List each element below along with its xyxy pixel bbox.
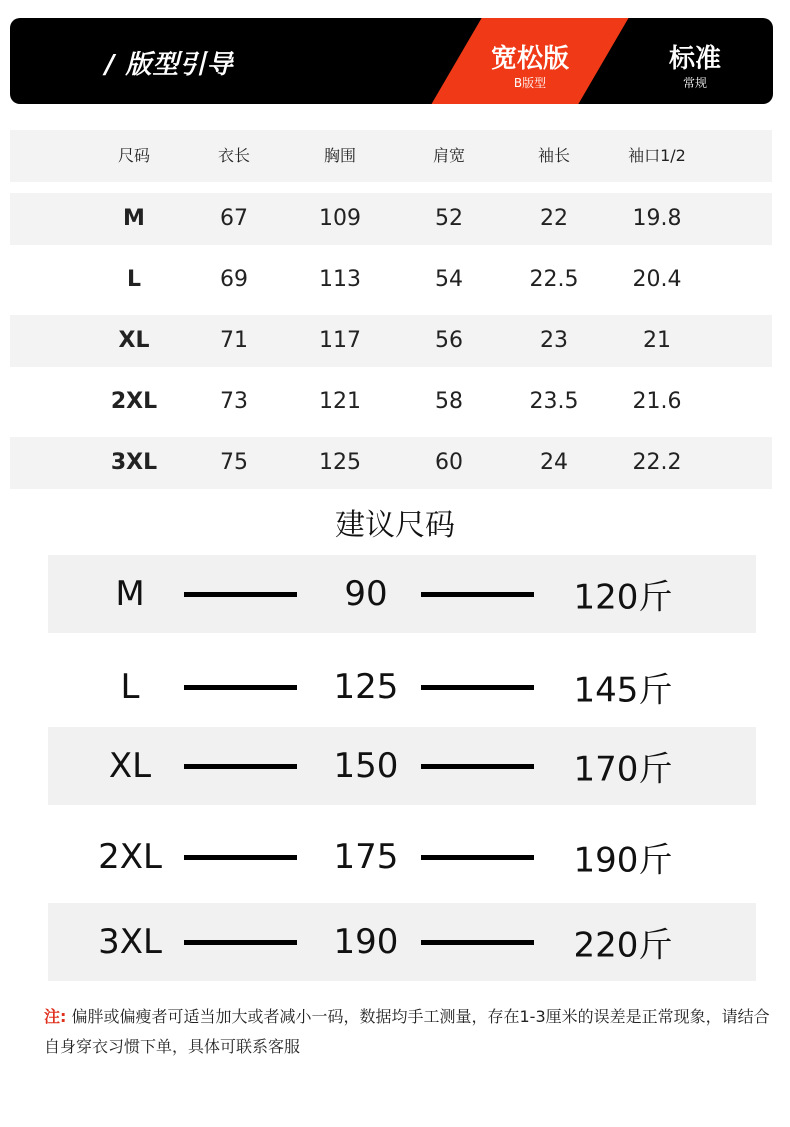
column-header: 衣长 xyxy=(217,146,250,165)
loose-fit-sublabel: B版型 xyxy=(513,76,547,90)
recommend-min-weight: 90 xyxy=(344,574,388,614)
range-dash xyxy=(184,764,297,769)
table-cell: 23.5 xyxy=(529,389,579,414)
recommend-min-weight: 125 xyxy=(333,667,399,707)
recommend-title: 建议尺码 xyxy=(335,508,455,543)
recommend-row xyxy=(48,727,756,805)
table-cell: 20.4 xyxy=(632,267,682,292)
column-header: 袖口1/2 xyxy=(628,146,686,165)
table-cell: 23 xyxy=(540,328,568,353)
fit-guide-banner xyxy=(10,18,773,104)
table-header-row xyxy=(10,130,772,182)
recommend-row xyxy=(48,818,756,896)
banner-title: / 版型引导 xyxy=(105,50,234,80)
standard-fit-sublabel: 常规 xyxy=(682,76,707,90)
column-header: 尺码 xyxy=(117,146,150,165)
range-dash xyxy=(184,592,297,597)
table-cell: 125 xyxy=(319,450,361,475)
table-cell: 22.5 xyxy=(529,267,579,292)
recommend-size: 3XL xyxy=(98,922,162,962)
recommend-min-weight: 175 xyxy=(333,837,399,877)
table-cell: 3XL xyxy=(110,450,158,475)
recommend-size: 2XL xyxy=(98,837,162,877)
table-cell: 69 xyxy=(220,267,248,292)
table-cell: 56 xyxy=(435,328,463,353)
recommend-max-weight: 220斤 xyxy=(573,925,673,966)
range-dash xyxy=(421,685,534,690)
table-row xyxy=(10,376,772,428)
recommend-row xyxy=(48,555,756,633)
range-dash xyxy=(184,855,297,860)
table-row xyxy=(10,437,772,489)
recommend-size: XL xyxy=(108,746,152,786)
recommend-max-weight: 170斤 xyxy=(573,749,673,790)
table-cell: 21.6 xyxy=(632,389,682,414)
table-cell: 113 xyxy=(319,267,361,292)
table-cell: 109 xyxy=(319,206,361,231)
column-header: 袖长 xyxy=(537,146,570,165)
range-dash xyxy=(421,940,534,945)
table-row xyxy=(10,193,772,245)
recommend-row xyxy=(48,903,756,981)
note-label: 注: xyxy=(44,1007,67,1026)
table-cell: 71 xyxy=(220,328,248,353)
recommend-max-weight: 145斤 xyxy=(573,670,673,711)
table-row xyxy=(10,315,772,367)
table-cell: 75 xyxy=(220,450,248,475)
table-cell: L xyxy=(126,267,142,292)
loose-fit-label: 宽松版 xyxy=(490,44,569,74)
table-cell: 19.8 xyxy=(632,206,682,231)
range-dash xyxy=(421,764,534,769)
table-cell: 22.2 xyxy=(632,450,682,475)
column-header: 肩宽 xyxy=(432,146,465,165)
table-cell: 21 xyxy=(643,328,671,353)
recommend-size: L xyxy=(120,667,140,707)
table-cell: M xyxy=(123,206,145,231)
table-cell: 22 xyxy=(540,206,568,231)
range-dash xyxy=(421,592,534,597)
recommend-size: M xyxy=(115,574,145,614)
table-cell: 54 xyxy=(435,267,463,292)
standard-fit-label: 标准 xyxy=(668,44,721,74)
table-cell: 52 xyxy=(435,206,463,231)
range-dash xyxy=(184,940,297,945)
fit-note xyxy=(44,1002,779,1062)
table-row xyxy=(10,254,772,306)
table-cell: 121 xyxy=(319,389,361,414)
column-header: 胸围 xyxy=(323,146,356,165)
table-cell: XL xyxy=(118,328,150,353)
table-cell: 117 xyxy=(319,328,361,353)
table-cell: 2XL xyxy=(110,389,158,414)
range-dash xyxy=(184,685,297,690)
recommend-max-weight: 190斤 xyxy=(573,840,673,881)
recommend-min-weight: 190 xyxy=(333,922,399,962)
recommend-max-weight: 120斤 xyxy=(573,577,673,618)
table-cell: 67 xyxy=(220,206,248,231)
table-cell: 60 xyxy=(435,450,463,475)
recommend-min-weight: 150 xyxy=(333,746,399,786)
note-text: 偏胖或偏瘦者可适当加大或者减小一码，数据均手工测量，存在1-3厘米的误差是正常现象，请结合自身穿衣习惯下单，具体可联系客服 xyxy=(44,1007,770,1056)
table-cell: 73 xyxy=(220,389,248,414)
recommend-row xyxy=(48,648,756,726)
table-cell: 24 xyxy=(540,450,568,475)
table-cell: 58 xyxy=(435,389,463,414)
range-dash xyxy=(421,855,534,860)
